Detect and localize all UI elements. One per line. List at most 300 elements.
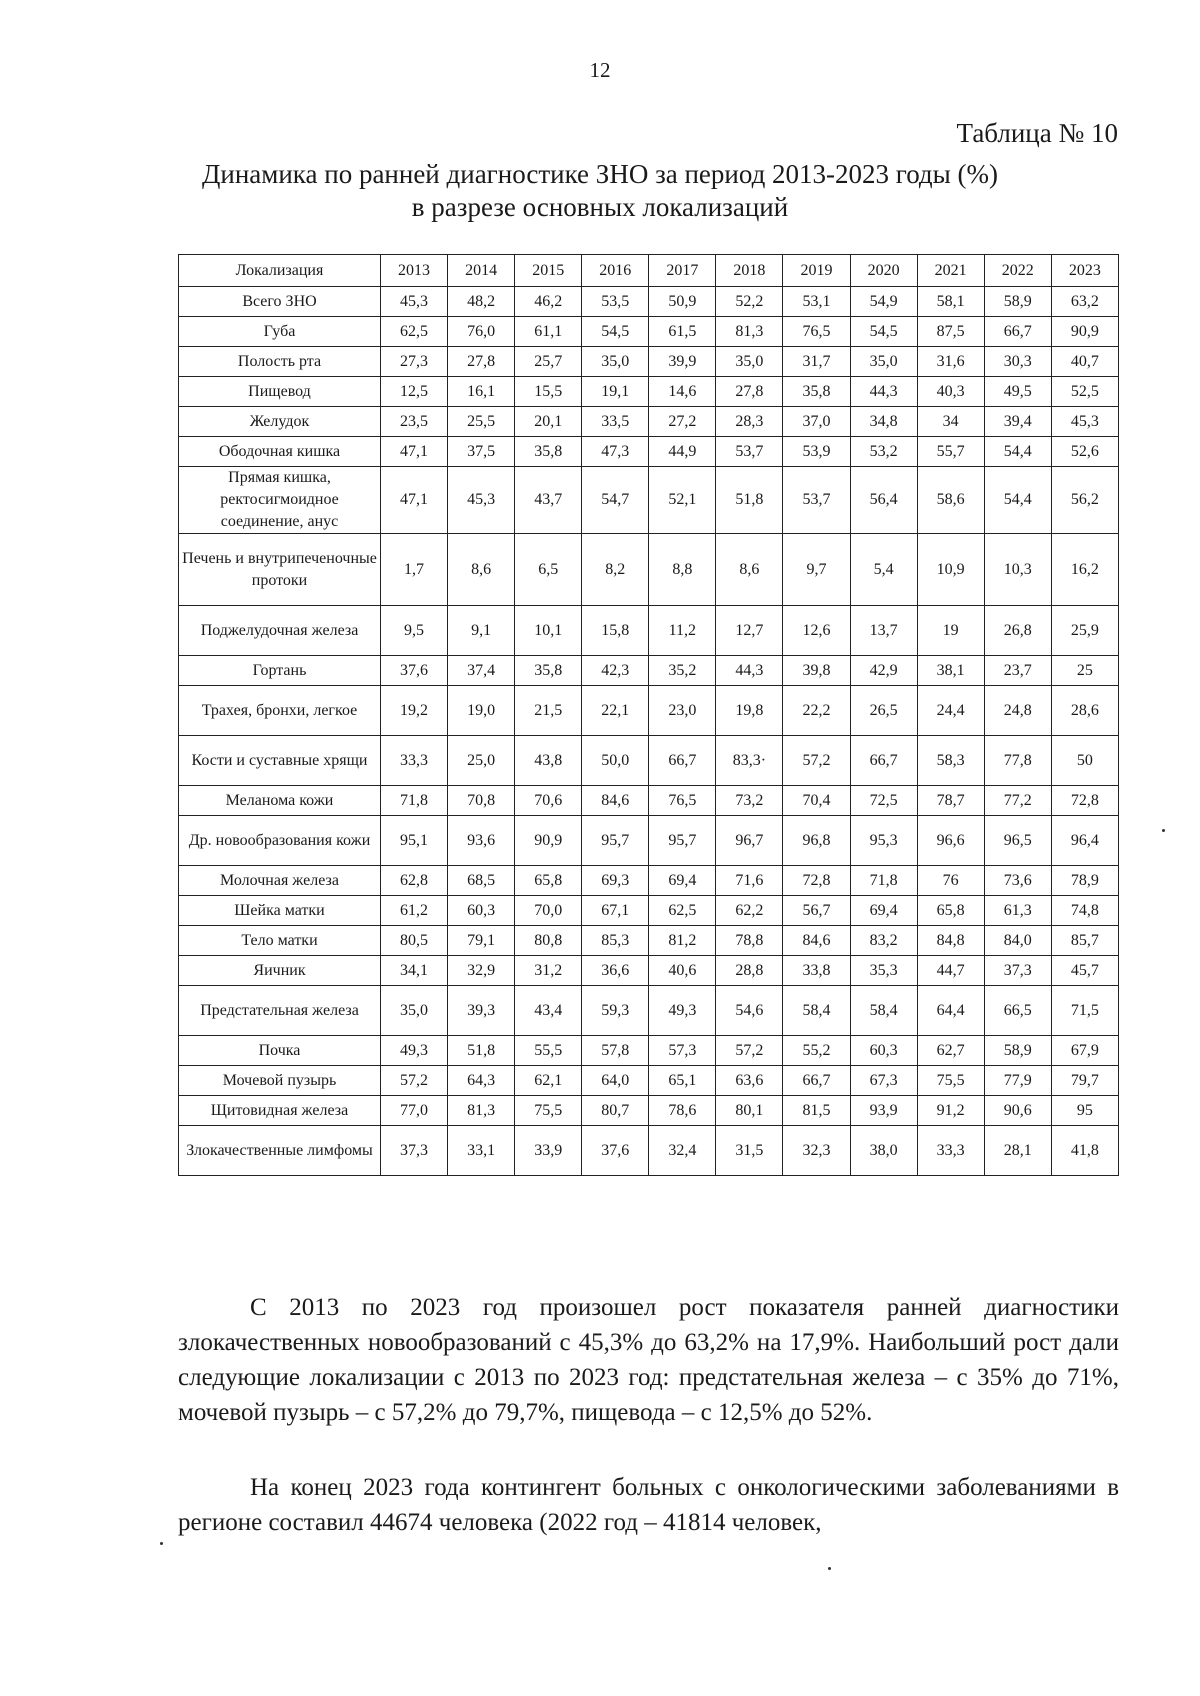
value-cell: 57,3 bbox=[649, 1036, 716, 1066]
value-cell: 69,4 bbox=[850, 896, 917, 926]
value-cell: 81,2 bbox=[649, 926, 716, 956]
value-cell: 90,6 bbox=[984, 1096, 1051, 1126]
table-row bbox=[179, 686, 1119, 736]
scan-speck bbox=[828, 1567, 831, 1570]
value-cell: 53,7 bbox=[716, 437, 783, 467]
value-cell: 78,8 bbox=[716, 926, 783, 956]
value-cell: 35,0 bbox=[582, 347, 649, 377]
value-cell: 62,2 bbox=[716, 896, 783, 926]
value-cell: 25,0 bbox=[448, 736, 515, 786]
localization-cell: Трахея, бронхи, легкое bbox=[179, 686, 381, 736]
value-cell: 76,0 bbox=[448, 317, 515, 347]
column-header-year: 2022 bbox=[984, 255, 1051, 287]
table-body bbox=[179, 287, 1119, 1176]
value-cell: 78,7 bbox=[917, 786, 984, 816]
value-cell: 58,3 bbox=[917, 736, 984, 786]
value-cell: 64,3 bbox=[448, 1066, 515, 1096]
value-cell: 78,6 bbox=[649, 1096, 716, 1126]
value-cell: 35,3 bbox=[850, 956, 917, 986]
value-cell: 95 bbox=[1051, 1096, 1118, 1126]
value-cell: 37,6 bbox=[381, 656, 448, 686]
value-cell: 37,3 bbox=[984, 956, 1051, 986]
table-row bbox=[179, 1096, 1119, 1126]
column-header-year: 2016 bbox=[582, 255, 649, 287]
value-cell: 42,9 bbox=[850, 656, 917, 686]
value-cell: 77,0 bbox=[381, 1096, 448, 1126]
column-header-year: 2017 bbox=[649, 255, 716, 287]
table-row bbox=[179, 926, 1119, 956]
value-cell: 40,7 bbox=[1051, 347, 1118, 377]
value-cell: 8,2 bbox=[582, 534, 649, 606]
column-header-year: 2023 bbox=[1051, 255, 1118, 287]
localization-cell: Шейка матки bbox=[179, 896, 381, 926]
value-cell: 80,5 bbox=[381, 926, 448, 956]
value-cell: 74,8 bbox=[1051, 896, 1118, 926]
value-cell: 61,5 bbox=[649, 317, 716, 347]
table-row bbox=[179, 467, 1119, 534]
table-row bbox=[179, 287, 1119, 317]
value-cell: 21,5 bbox=[515, 686, 582, 736]
table-row bbox=[179, 866, 1119, 896]
value-cell: 84,6 bbox=[582, 786, 649, 816]
value-cell: 35,2 bbox=[649, 656, 716, 686]
value-cell: 62,5 bbox=[381, 317, 448, 347]
value-cell: 41,8 bbox=[1051, 1126, 1118, 1176]
value-cell: 58,4 bbox=[783, 986, 850, 1036]
value-cell: 16,1 bbox=[448, 377, 515, 407]
value-cell: 58,1 bbox=[917, 287, 984, 317]
value-cell: 24,4 bbox=[917, 686, 984, 736]
value-cell: 30,3 bbox=[984, 347, 1051, 377]
value-cell: 10,3 bbox=[984, 534, 1051, 606]
value-cell: 43,4 bbox=[515, 986, 582, 1036]
value-cell: 90,9 bbox=[1051, 317, 1118, 347]
value-cell: 71,8 bbox=[850, 866, 917, 896]
value-cell: 60,3 bbox=[448, 896, 515, 926]
table-row bbox=[179, 606, 1119, 656]
value-cell: 32,3 bbox=[783, 1126, 850, 1176]
value-cell: 12,5 bbox=[381, 377, 448, 407]
value-cell: 53,7 bbox=[783, 467, 850, 534]
value-cell: 93,9 bbox=[850, 1096, 917, 1126]
value-cell: 53,2 bbox=[850, 437, 917, 467]
value-cell: 43,8 bbox=[515, 736, 582, 786]
value-cell: 23,7 bbox=[984, 656, 1051, 686]
value-cell: 57,8 bbox=[582, 1036, 649, 1066]
value-cell: 8,8 bbox=[649, 534, 716, 606]
value-cell: 43,7 bbox=[515, 467, 582, 534]
value-cell: 15,5 bbox=[515, 377, 582, 407]
value-cell: 39,8 bbox=[783, 656, 850, 686]
value-cell: 50 bbox=[1051, 736, 1118, 786]
localization-cell: Почка bbox=[179, 1036, 381, 1066]
value-cell: 9,1 bbox=[448, 606, 515, 656]
value-cell: 25,7 bbox=[515, 347, 582, 377]
value-cell: 37,3 bbox=[381, 1126, 448, 1176]
value-cell: 24,8 bbox=[984, 686, 1051, 736]
value-cell: 96,8 bbox=[783, 816, 850, 866]
value-cell: 81,3 bbox=[716, 317, 783, 347]
value-cell: 62,5 bbox=[649, 896, 716, 926]
value-cell: 33,3 bbox=[381, 736, 448, 786]
localization-cell: Меланома кожи bbox=[179, 786, 381, 816]
value-cell: 26,8 bbox=[984, 606, 1051, 656]
value-cell: 63,2 bbox=[1051, 287, 1118, 317]
localization-cell: Губа bbox=[179, 317, 381, 347]
value-cell: 19,2 bbox=[381, 686, 448, 736]
value-cell: 64,0 bbox=[582, 1066, 649, 1096]
localization-cell: Тело матки bbox=[179, 926, 381, 956]
value-cell: 66,7 bbox=[984, 317, 1051, 347]
value-cell: 75,5 bbox=[515, 1096, 582, 1126]
value-cell: 31,6 bbox=[917, 347, 984, 377]
table-row bbox=[179, 1066, 1119, 1096]
value-cell: 20,1 bbox=[515, 407, 582, 437]
value-cell: 27,2 bbox=[649, 407, 716, 437]
value-cell: 84,8 bbox=[917, 926, 984, 956]
value-cell: 93,6 bbox=[448, 816, 515, 866]
value-cell: 12,6 bbox=[783, 606, 850, 656]
value-cell: 10,9 bbox=[917, 534, 984, 606]
value-cell: 75,5 bbox=[917, 1066, 984, 1096]
localization-cell: Всего ЗНО bbox=[179, 287, 381, 317]
value-cell: 46,2 bbox=[515, 287, 582, 317]
value-cell: 54,4 bbox=[984, 437, 1051, 467]
value-cell: 53,5 bbox=[582, 287, 649, 317]
value-cell: 35,8 bbox=[783, 377, 850, 407]
value-cell: 32,9 bbox=[448, 956, 515, 986]
column-header-year: 2013 bbox=[381, 255, 448, 287]
value-cell: 56,2 bbox=[1051, 467, 1118, 534]
value-cell: 10,1 bbox=[515, 606, 582, 656]
value-cell: 72,8 bbox=[783, 866, 850, 896]
value-cell: 95,1 bbox=[381, 816, 448, 866]
value-cell: 53,1 bbox=[783, 287, 850, 317]
localization-cell: Яичник bbox=[179, 956, 381, 986]
value-cell: 28,3 bbox=[716, 407, 783, 437]
column-header-year: 2019 bbox=[783, 255, 850, 287]
value-cell: 67,3 bbox=[850, 1066, 917, 1096]
value-cell: 96,6 bbox=[917, 816, 984, 866]
value-cell: 31,2 bbox=[515, 956, 582, 986]
value-cell: 19,8 bbox=[716, 686, 783, 736]
scan-speck bbox=[1162, 829, 1165, 832]
value-cell: 34,1 bbox=[381, 956, 448, 986]
localization-cell: Кости и суставные хрящи bbox=[179, 736, 381, 786]
value-cell: 80,1 bbox=[716, 1096, 783, 1126]
table-row bbox=[179, 656, 1119, 686]
value-cell: 8,6 bbox=[716, 534, 783, 606]
value-cell: 45,3 bbox=[1051, 407, 1118, 437]
table-row bbox=[179, 986, 1119, 1036]
value-cell: 28,6 bbox=[1051, 686, 1118, 736]
table-title bbox=[0, 158, 1200, 224]
value-cell: 68,5 bbox=[448, 866, 515, 896]
value-cell: 49,3 bbox=[649, 986, 716, 1036]
table-row bbox=[179, 347, 1119, 377]
value-cell: 37,6 bbox=[582, 1126, 649, 1176]
value-cell: 15,8 bbox=[582, 606, 649, 656]
value-cell: 38,0 bbox=[850, 1126, 917, 1176]
value-cell: 57,2 bbox=[381, 1066, 448, 1096]
table-row bbox=[179, 786, 1119, 816]
value-cell: 28,8 bbox=[716, 956, 783, 986]
value-cell: 44,9 bbox=[649, 437, 716, 467]
value-cell: 45,3 bbox=[448, 467, 515, 534]
table-row bbox=[179, 377, 1119, 407]
localization-cell: Прямая кишка, ректосигмоидное соединение, анус bbox=[179, 467, 381, 534]
paragraph-contingent: На конец 2023 года контингент больных с онкологическими заболеваниями в регионе составил 44674 человека (2022 год – 41814 человек, bbox=[178, 1474, 1119, 1536]
value-cell: 33,9 bbox=[515, 1126, 582, 1176]
localization-cell: Щитовидная железа bbox=[179, 1096, 381, 1126]
value-cell: 63,6 bbox=[716, 1066, 783, 1096]
value-cell: 39,4 bbox=[984, 407, 1051, 437]
value-cell: 78,9 bbox=[1051, 866, 1118, 896]
value-cell: 49,5 bbox=[984, 377, 1051, 407]
localization-cell: Печень и внутрипеченочные протоки bbox=[179, 534, 381, 606]
value-cell: 35,8 bbox=[515, 437, 582, 467]
value-cell: 76,5 bbox=[649, 786, 716, 816]
value-cell: 9,7 bbox=[783, 534, 850, 606]
value-cell: 58,9 bbox=[984, 287, 1051, 317]
value-cell: 55,2 bbox=[783, 1036, 850, 1066]
value-cell: 58,6 bbox=[917, 467, 984, 534]
value-cell: 8,6 bbox=[448, 534, 515, 606]
value-cell: 57,2 bbox=[716, 1036, 783, 1066]
localization-cell: Мочевой пузырь bbox=[179, 1066, 381, 1096]
value-cell: 70,8 bbox=[448, 786, 515, 816]
value-cell: 22,2 bbox=[783, 686, 850, 736]
value-cell: 35,8 bbox=[515, 656, 582, 686]
column-header-year: 2018 bbox=[716, 255, 783, 287]
value-cell: 73,6 bbox=[984, 866, 1051, 896]
localization-cell: Полость рта bbox=[179, 347, 381, 377]
value-cell: 58,9 bbox=[984, 1036, 1051, 1066]
value-cell: 47,3 bbox=[582, 437, 649, 467]
value-cell: 54,9 bbox=[850, 287, 917, 317]
value-cell: 67,9 bbox=[1051, 1036, 1118, 1066]
value-cell: 69,4 bbox=[649, 866, 716, 896]
value-cell: 52,5 bbox=[1051, 377, 1118, 407]
column-header-year: 2014 bbox=[448, 255, 515, 287]
value-cell: 33,1 bbox=[448, 1126, 515, 1176]
localization-cell: Желудок bbox=[179, 407, 381, 437]
value-cell: 23,5 bbox=[381, 407, 448, 437]
value-cell: 39,3 bbox=[448, 986, 515, 1036]
value-cell: 79,7 bbox=[1051, 1066, 1118, 1096]
value-cell: 37,4 bbox=[448, 656, 515, 686]
value-cell: 54,4 bbox=[984, 467, 1051, 534]
localization-cell: Гортань bbox=[179, 656, 381, 686]
value-cell: 36,6 bbox=[582, 956, 649, 986]
value-cell: 34 bbox=[917, 407, 984, 437]
value-cell: 1,7 bbox=[381, 534, 448, 606]
value-cell: 71,6 bbox=[716, 866, 783, 896]
value-cell: 65,1 bbox=[649, 1066, 716, 1096]
value-cell: 66,7 bbox=[649, 736, 716, 786]
table-row bbox=[179, 896, 1119, 926]
value-cell: 64,4 bbox=[917, 986, 984, 1036]
localization-cell: Молочная железа bbox=[179, 866, 381, 896]
value-cell: 32,4 bbox=[649, 1126, 716, 1176]
value-cell: 55,5 bbox=[515, 1036, 582, 1066]
value-cell: 62,8 bbox=[381, 866, 448, 896]
value-cell: 77,2 bbox=[984, 786, 1051, 816]
value-cell: 72,8 bbox=[1051, 786, 1118, 816]
value-cell: 42,3 bbox=[582, 656, 649, 686]
value-cell: 25,9 bbox=[1051, 606, 1118, 656]
table-row bbox=[179, 1036, 1119, 1066]
value-cell: 45,7 bbox=[1051, 956, 1118, 986]
value-cell: 54,5 bbox=[850, 317, 917, 347]
column-header-year: 2021 bbox=[917, 255, 984, 287]
value-cell: 85,3 bbox=[582, 926, 649, 956]
value-cell: 50,0 bbox=[582, 736, 649, 786]
value-cell: 66,5 bbox=[984, 986, 1051, 1036]
table-row bbox=[179, 407, 1119, 437]
localization-cell: Поджелудочная железа bbox=[179, 606, 381, 656]
value-cell: 69,3 bbox=[582, 866, 649, 896]
value-cell: 90,9 bbox=[515, 816, 582, 866]
value-cell: 44,3 bbox=[716, 656, 783, 686]
value-cell: 57,2 bbox=[783, 736, 850, 786]
value-cell: 79,1 bbox=[448, 926, 515, 956]
value-cell: 66,7 bbox=[850, 736, 917, 786]
value-cell: 85,7 bbox=[1051, 926, 1118, 956]
value-cell: 96,7 bbox=[716, 816, 783, 866]
value-cell: 44,7 bbox=[917, 956, 984, 986]
value-cell: 51,8 bbox=[716, 467, 783, 534]
value-cell: 84,0 bbox=[984, 926, 1051, 956]
value-cell: 62,1 bbox=[515, 1066, 582, 1096]
table-row bbox=[179, 317, 1119, 347]
value-cell: 70,0 bbox=[515, 896, 582, 926]
value-cell: 16,2 bbox=[1051, 534, 1118, 606]
table-header-row bbox=[179, 255, 1119, 287]
value-cell: 33,3 bbox=[917, 1126, 984, 1176]
value-cell: 27,3 bbox=[381, 347, 448, 377]
value-cell: 23,0 bbox=[649, 686, 716, 736]
value-cell: 51,8 bbox=[448, 1036, 515, 1066]
value-cell: 19,0 bbox=[448, 686, 515, 736]
value-cell: 58,4 bbox=[850, 986, 917, 1036]
title-line-2: в разрезе основных локализаций bbox=[411, 192, 789, 222]
table-label: Таблица № 10 bbox=[956, 118, 1118, 148]
value-cell: 44,3 bbox=[850, 377, 917, 407]
value-cell: 81,5 bbox=[783, 1096, 850, 1126]
value-cell: 40,3 bbox=[917, 377, 984, 407]
value-cell: 52,6 bbox=[1051, 437, 1118, 467]
column-header-year: 2015 bbox=[515, 255, 582, 287]
value-cell: 81,3 bbox=[448, 1096, 515, 1126]
value-cell: 84,6 bbox=[783, 926, 850, 956]
column-header-localization: Локализация bbox=[179, 255, 381, 287]
value-cell: 14,6 bbox=[649, 377, 716, 407]
value-cell: 96,4 bbox=[1051, 816, 1118, 866]
value-cell: 33,8 bbox=[783, 956, 850, 986]
value-cell: 59,3 bbox=[582, 986, 649, 1036]
value-cell: 22,1 bbox=[582, 686, 649, 736]
localization-cell: Др. новообразования кожи bbox=[179, 816, 381, 866]
value-cell: 77,8 bbox=[984, 736, 1051, 786]
value-cell: 53,9 bbox=[783, 437, 850, 467]
column-header-year: 2020 bbox=[850, 255, 917, 287]
table-row bbox=[179, 437, 1119, 467]
table-row bbox=[179, 956, 1119, 986]
value-cell: 76 bbox=[917, 866, 984, 896]
value-cell: 35,0 bbox=[381, 986, 448, 1036]
table-row bbox=[179, 736, 1119, 786]
localization-cell: Пищевод bbox=[179, 377, 381, 407]
value-cell: 50,9 bbox=[649, 287, 716, 317]
value-cell: 73,2 bbox=[716, 786, 783, 816]
value-cell: 25 bbox=[1051, 656, 1118, 686]
value-cell: 37,0 bbox=[783, 407, 850, 437]
value-cell: 40,6 bbox=[649, 956, 716, 986]
value-cell: 54,5 bbox=[582, 317, 649, 347]
value-cell: 9,5 bbox=[381, 606, 448, 656]
value-cell: 28,1 bbox=[984, 1126, 1051, 1176]
value-cell: 72,5 bbox=[850, 786, 917, 816]
value-cell: 27,8 bbox=[448, 347, 515, 377]
value-cell: 34,8 bbox=[850, 407, 917, 437]
value-cell: 11,2 bbox=[649, 606, 716, 656]
value-cell: 96,5 bbox=[984, 816, 1051, 866]
value-cell: 65,8 bbox=[917, 896, 984, 926]
value-cell: 6,5 bbox=[515, 534, 582, 606]
localization-cell: Предстательная железа bbox=[179, 986, 381, 1036]
value-cell: 54,7 bbox=[582, 467, 649, 534]
value-cell: 65,8 bbox=[515, 866, 582, 896]
value-cell: 95,3 bbox=[850, 816, 917, 866]
table-row bbox=[179, 1126, 1119, 1176]
value-cell: 76,5 bbox=[783, 317, 850, 347]
localization-cell: Злокачественные лимфомы bbox=[179, 1126, 381, 1176]
value-cell: 5,4 bbox=[850, 534, 917, 606]
value-cell: 60,3 bbox=[850, 1036, 917, 1066]
value-cell: 45,3 bbox=[381, 287, 448, 317]
value-cell: 61,1 bbox=[515, 317, 582, 347]
value-cell: 80,7 bbox=[582, 1096, 649, 1126]
value-cell: 55,7 bbox=[917, 437, 984, 467]
value-cell: 49,3 bbox=[381, 1036, 448, 1066]
scan-speck bbox=[160, 1542, 163, 1545]
table-row bbox=[179, 816, 1119, 866]
value-cell: 91,2 bbox=[917, 1096, 984, 1126]
diagnostics-table bbox=[178, 254, 1119, 1176]
page-number: 12 bbox=[589, 58, 611, 82]
value-cell: 95,7 bbox=[649, 816, 716, 866]
value-cell: 47,1 bbox=[381, 437, 448, 467]
value-cell: 52,1 bbox=[649, 467, 716, 534]
value-cell: 95,7 bbox=[582, 816, 649, 866]
value-cell: 83,2 bbox=[850, 926, 917, 956]
table-row bbox=[179, 534, 1119, 606]
value-cell: 71,8 bbox=[381, 786, 448, 816]
value-cell: 70,4 bbox=[783, 786, 850, 816]
value-cell: 56,7 bbox=[783, 896, 850, 926]
localization-cell: Ободочная кишка bbox=[179, 437, 381, 467]
value-cell: 48,2 bbox=[448, 287, 515, 317]
value-cell: 77,9 bbox=[984, 1066, 1051, 1096]
value-cell: 87,5 bbox=[917, 317, 984, 347]
value-cell: 66,7 bbox=[783, 1066, 850, 1096]
value-cell: 13,7 bbox=[850, 606, 917, 656]
value-cell: 83,3· bbox=[716, 736, 783, 786]
value-cell: 80,8 bbox=[515, 926, 582, 956]
value-cell: 38,1 bbox=[917, 656, 984, 686]
value-cell: 37,5 bbox=[448, 437, 515, 467]
